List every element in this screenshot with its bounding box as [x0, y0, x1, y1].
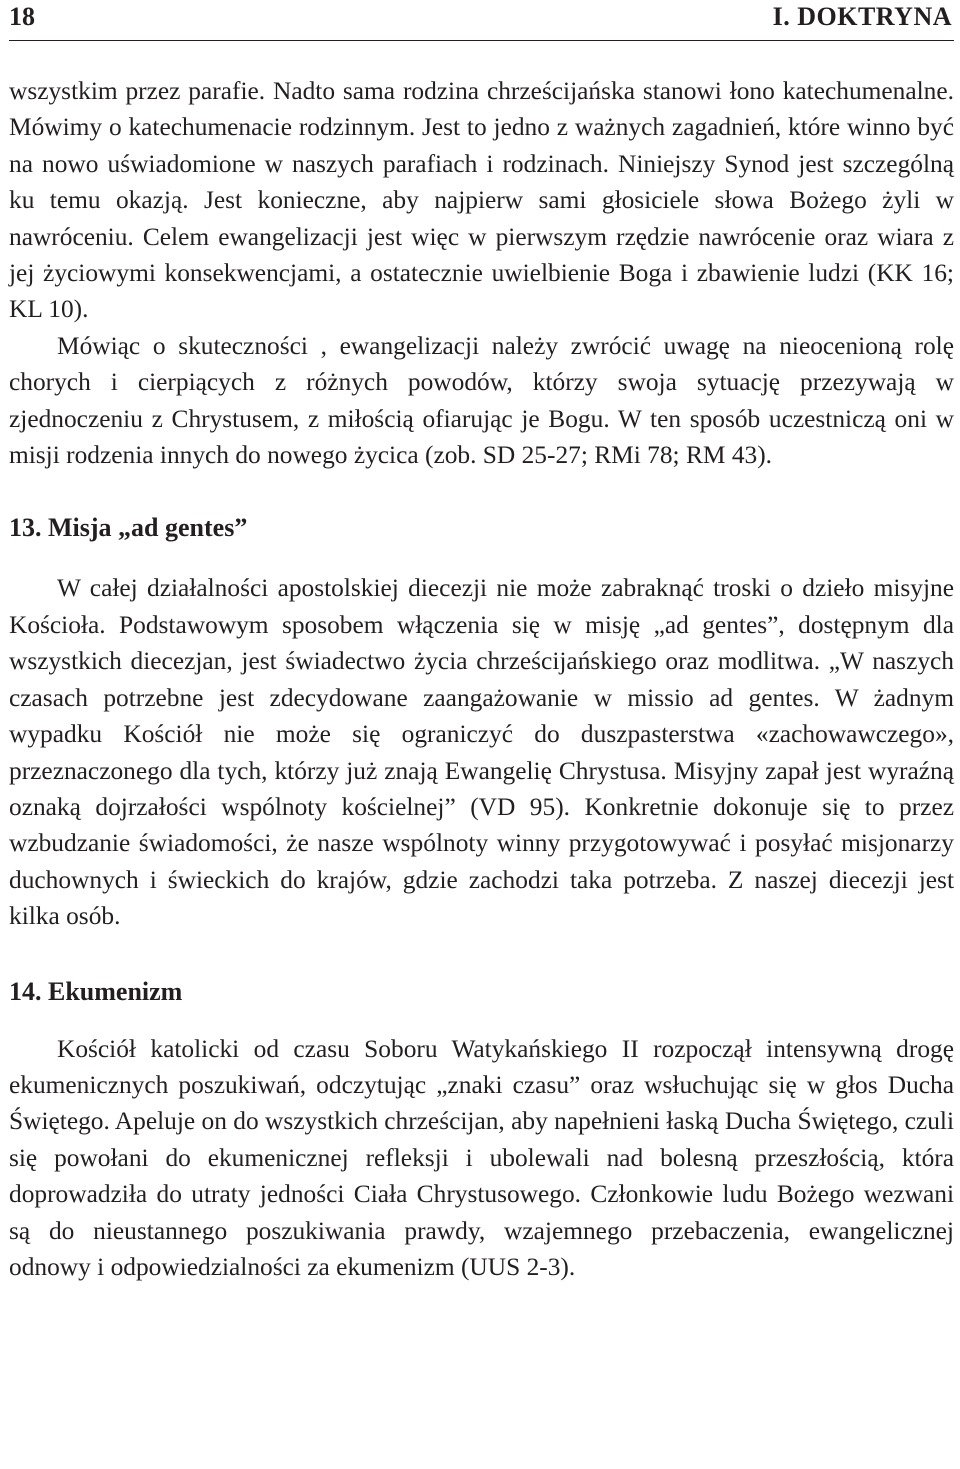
- paragraph-mission: W całej działalności apostolskiej diecezji nie może zabraknąć troski o dzieło misyjne Kościoła. Podstawowym sposobem włączenia się w misję „ad gentes”, dostępnym dla wszystkich diecezjan, jest świadectwo życia chrześcijańskiego oraz modlitwa. „W naszych czasach potrzebne jest zdecydowane zaangażowanie w missio ad gentes. W żadnym wypadku Kościół nie może się ograniczyć do duszpasterstwa «zachowawczego», przeznaczonego dla tych, którzy już znają Ewangelię Chrystusa. Misyjny zapał jest wyraźną oznaką dojrzałości wspólnoty kościelnej” (VD 95). Konkretnie dokonuje się to przez wzbudzanie świadomości, że nasze wspólnoty winny przygotowywać i posyłać misjonarzy duchownych i świeckich do krajów, gdzie zachodzi taka potrzeba. Z naszej diecezji jest kilka osób.: [9, 574, 954, 931]
- section-heading-14: 14. Ekumenizm: [9, 976, 183, 1006]
- section-13-body: [9, 570, 954, 934]
- section-heading-13: 13. Misja „ad gentes”: [9, 513, 248, 543]
- running-header: [9, 0, 954, 41]
- paragraph-ecumenism: Kościół katolicki od czasu Soboru Watykańskiego II rozpoczął intensywną drogę ekumenicznych poszukiwań, odczytując „znaki czasu” oraz wsłuchując się w głos Ducha Świętego. Apeluje on do wszystkich chrześcijan, aby napełnieni łaską Ducha Świętego, czuli się powołani do ekumenicznej refleksji i ubolewali nad bolesną przeszłością, która doprowadziła do utraty jedności Ciała Chrystusowego. Członkowie ludu Bożego wezwani są do nieustannego poszukiwania prawdy, wzajemnego przebaczenia, ewangelicznej odnowy i odpowiedzialności za ekumenizm (UUS 2-3).: [9, 1034, 954, 1281]
- paragraph-effectiveness: Mówiąc o skuteczności , ewangelizacji należy zwrócić uwagę na nieocenioną rolę chorych i cierpiących z różnych powodów, którzy swoja sytuację przezywają w zjednoczeniu z Chrystusem, z miłością ofiarując je Bogu. W ten sposób uczestniczą oni w misji rodzenia innych do nowego życica (zob. SD 25-27; RMi 78; RM 43).: [9, 331, 954, 470]
- body-text: [9, 73, 954, 473]
- paragraph-continuation: wszystkim przez parafie. Nadto sama rodzina chrześcijańska stanowi łono katechumenalne. Mówimy o katechumenacie rodzinnym. Jest to jedno z ważnych zagadnień, które winno być na nowo uświadomione w naszych parafiach i rodzinach. Niniejszy Synod jest szczególną ku temu okazją. Jest konieczne, aby najpierw sami głosiciele słowa Bożego żyli w nawróceniu. Celem ewangelizacji jest więc w pierwszym rzędzie nawrócenie oraz wiara z jej życiowymi konsekwencjami, a ostatecznie uwielbienie Boga i zbawienie ludzi (KK 16; KL 10).: [9, 77, 954, 324]
- page-number: 18: [9, 2, 35, 31]
- section-title: I. DOKTRYNA: [772, 2, 952, 31]
- document-page: [9, 0, 954, 1285]
- section-14-body: [9, 1031, 954, 1286]
